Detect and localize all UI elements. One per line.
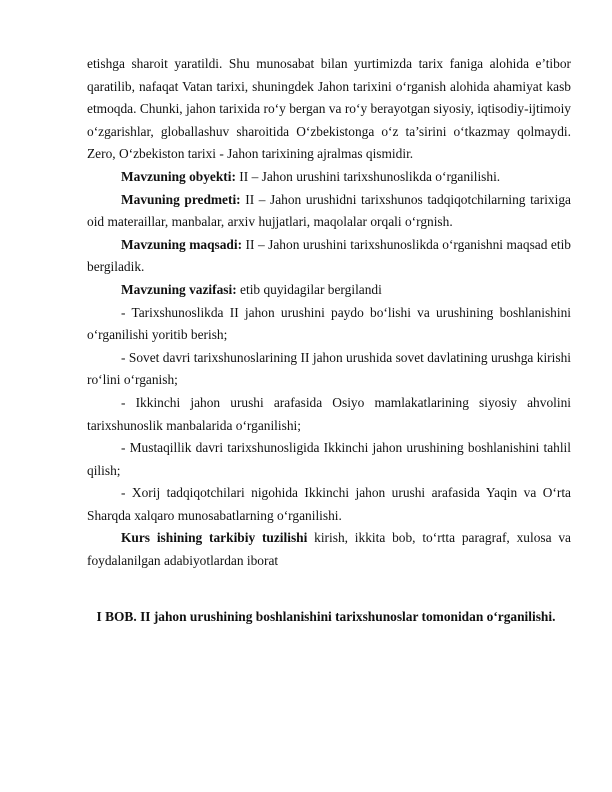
structure-paragraph [87, 527, 571, 572]
intro-paragraph: etishga sharoit yaratildi. Shu munosabat bilan yurtimizda tarix faniga alohida e’tibor qaratilib, nafaqat Vatan tarixi, shuningdek Jahon tarixini o‘rganish alohida ahamiyat kasb etmoqda. Chunki, jahon tarixida ro‘y bergan va ro‘y berayotgan siyosiy, iqtisodiy-ijtimoiy o‘zgarishlar, globallashuv sharoitida O‘zbekistonga o‘z ta’sirini o‘tkazmay qolmaydi. Zero, O‘zbekiston tarixi - Jahon tarixining ajralmas qismidir. [87, 56, 571, 162]
task-item: - Xorij tadqiqotchilari nigohida Ikkinchi jahon urushi arafasida Yaqin va O‘rta Sharqda xalqaro munosabatlarning o‘rganilishi. [87, 485, 571, 523]
structure-label: Kurs ishining tarkibiy tuzilishi [121, 530, 308, 546]
object-paragraph [87, 166, 571, 189]
task-item: - Sovet davri tarixshunoslarining II jahon urushida sovet davlatining urushga kirishi ro‘lini o‘rganish; [87, 349, 571, 388]
object-text: II – Jahon urushini tarixshunoslikda o‘rganilishi. [235, 168, 501, 184]
structure-text: kirish, ikkita bob, to‘rtta paragraf, xulosa va foydalanilgan adabiyotlardan iborat [87, 530, 571, 569]
subject-text: II – Jahon urushidni tarixshunos tadqiqotchilarning tarixiga oid materaillar, manbalar, arxiv hujjatlari, maqolalar orqali o‘rgnish. [87, 191, 571, 230]
goal-label: Mavzuning maqsadi: [121, 236, 243, 252]
subject-paragraph [87, 189, 571, 234]
subject-label: Mavuning predmeti: [121, 191, 241, 207]
tasks-text: etib quyidagilar bergilandi [236, 281, 382, 297]
goal-text: II – Jahon urushini tarixshunoslikda o‘rganishni maqsad etib bergiladik. [87, 236, 571, 275]
chapter-heading: I BOB. II jahon urushining boshlanishini tarixshunoslar tomonidan o‘rganilishi. [96, 609, 556, 624]
task-item: - Tarixshunoslikda II jahon urushini paydo bo‘lishi va urushining boshlanishini o‘rganilishi yoritib berish; [87, 304, 571, 343]
tasks-paragraph [87, 279, 571, 302]
body-text [87, 53, 571, 573]
tasks-label: Mavzuning vazifasi: [121, 281, 237, 297]
task-item: - Ikkinchi jahon urushi arafasida Osiyo mamlakatlarining siyosiy ahvolini tarixshunoslik manbalarida o‘rganilishi; [87, 394, 571, 433]
task-item: - Mustaqillik davri tarixshunosligida Ikkinchi jahon urushining boshlanishini tahlil qilish; [87, 440, 571, 478]
object-label: Mavzuning obyekti: [121, 168, 236, 184]
goal-paragraph [87, 234, 571, 279]
